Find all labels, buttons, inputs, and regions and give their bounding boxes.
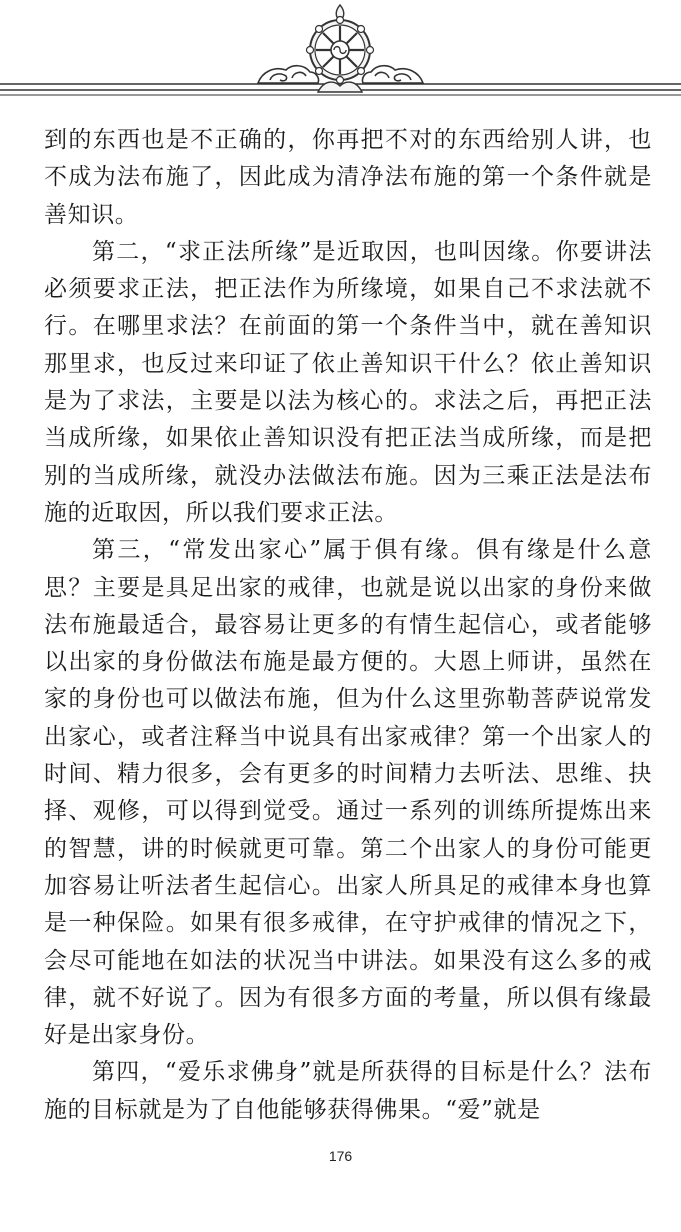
paragraph-continuation: 到的东西也是不正确的，你再把不对的东西给别人讲，也不成为法布施了，因此成为清净法布施的第一个条件就是善知识。: [44, 127, 652, 228]
paragraph-fourth-condition: 第四，“爱乐求佛身”就是所获得的目标是什么？法布施的目标就是为了自他能够获得佛果。“爱”就是: [44, 1059, 652, 1123]
body-text: [44, 122, 652, 1129]
right-cloud-icon: [362, 66, 423, 83]
page-number: 176: [328, 1148, 353, 1164]
left-cloud-icon: [258, 66, 319, 83]
page-header: [0, 0, 681, 110]
header-ornament: [0, 0, 681, 110]
paragraph-second-condition: 第二，“求正法所缘”是近取因，也叫因缘。你要讲法必须要求正法，把正法作为所缘境，如果自己不求法就不行。在哪里求法？在前面的第一个条件当中，就在善知识那里求，也反过来印证了依止善知识干什么？依止善知识是为了求法，主要是以法为核心的。求法之后，再把正法当成所缘，如果依止善知识没有把正法当成所缘，而是把别的当成所缘，就没办法做法布施。因为三乘正法是法布施的近取因，所以我们要求正法。: [44, 238, 652, 526]
paragraph-third-condition: 第三，“常发出家心”属于俱有缘。俱有缘是什么意思？主要是具足出家的戒律，也就是说以出家的身份来做法布施最适合，最容易让更多的有情生起信心，或者能够以出家的身份做法布施是最方便的。大恩上师讲，虽然在家的身份也可以做法布施，但为什么这里弥勒菩萨说常发出家心，或者注释当中说具有出家戒律？第一个出家人的时间、精力很多，会有更多的时间精力去听法、思维、抉择、观修，可以得到觉受。通过一系列的训练所提炼出来的智慧，讲的时候就更可靠。第二个出家人的身份可能更加容易让听法者生起信心。出家人所具足的戒律本身也算是一种保险。如果有很多戒律，在守护戒律的情况之下，会尽可能地在如法的状况当中讲法。如果没有这么多的戒律，就不好说了。因为有很多方面的考量，所以俱有缘最好是出家身份。: [44, 537, 652, 1049]
